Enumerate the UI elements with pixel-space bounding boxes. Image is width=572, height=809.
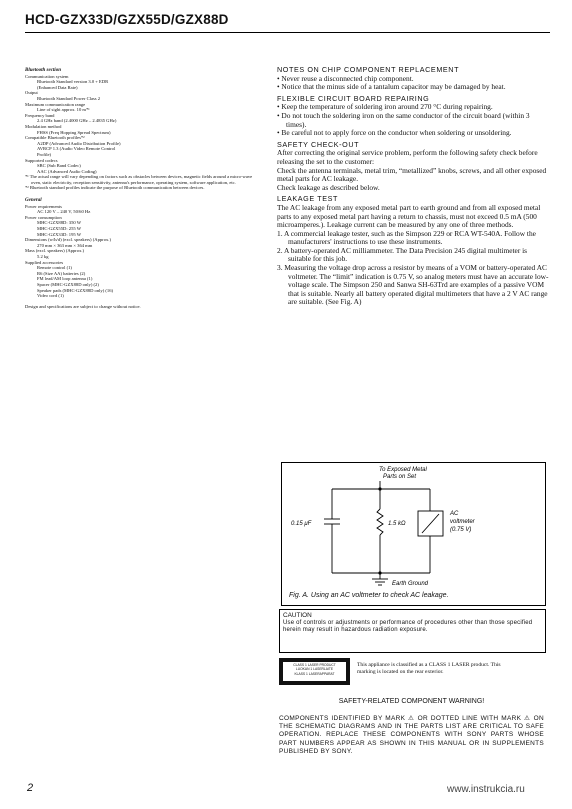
safety-warning-body: COMPONENTS IDENTIFIED BY MARK ⚠ OR DOTTED LINE WITH MARK ⚠ ON THE SCHEMATIC DIAGRAMS AND IN THE PARTS LIST ARE CRITICAL TO SAFE OPERATION. REPLACE THESE COMPONENTS WITH SONY PARTS WHOSE PART NUMBERS APPEAR AS SHOWN IN THIS MANUAL OR IN SUPPLEMENTS PUBLISHED BY SONY. xyxy=(279,715,544,755)
capacitor-label: 0.15 μF xyxy=(291,521,312,527)
notes-chip-title: NOTES ON CHIP COMPONENT REPLACEMENT xyxy=(277,65,460,74)
spec-value: Bluetooth Standard version 3.0 + EDR xyxy=(37,79,109,85)
paragraph: Check leakage as described below. xyxy=(277,182,380,192)
bullet-item: • Keep the temperature of soldering iron around 270 °C during repairing. xyxy=(277,102,493,112)
spec-value: Speaker pads (MHC-GZX88D only) (16) xyxy=(37,287,114,293)
spec-label: Mass (excl. speakers) (Approx.) xyxy=(25,248,85,254)
safety-checkout-title: SAFETY CHECK-OUT xyxy=(277,139,360,149)
laser-class-text: This appliance is classified as a CLASS 1 LASER product. This marking is located on the rear exterior. xyxy=(357,662,501,676)
figure-top-label: To Exposed Metal xyxy=(379,467,427,473)
spec-label: Compatible Bluetooth profiles*² xyxy=(25,135,85,141)
header-rule xyxy=(25,32,550,33)
spec-label: Power requirements xyxy=(25,203,62,209)
general-section-title: General xyxy=(25,198,42,204)
numbered-item: 2. A battery-operated AC milliammeter. The Data Precision 245 digital multimeter is suitable for this job. xyxy=(277,245,528,264)
watermark: www.instrukcia.ru xyxy=(447,784,525,795)
meter-label: AC xyxy=(450,511,459,517)
spec-value: AAC (Advanced Audio Coding) xyxy=(37,168,97,174)
ground-label: Earth Ground xyxy=(392,581,429,587)
spec-value: Video cord (1) xyxy=(37,293,64,299)
spec-value: Remote control (1) xyxy=(37,265,72,271)
numbered-item: 1. A commercial leakage tester, such as the Simpson 229 or RCA WT-540A. Follow the manufacturers' instructions to use these instruments. xyxy=(277,228,536,247)
spec-value: Line of sight approx. 10 m*¹ xyxy=(37,107,90,113)
laser-label-line: CLASS 1 LASER PRODUCT xyxy=(293,663,336,667)
footnote: *¹ The actual range will vary depending on factors such as obstacles between devices, magnetic fields around a micro-wave oven, static electricity, reception sensitivity, antenna's performance, operating system, software application, etc. xyxy=(25,174,253,185)
leakage-test-title: LEAKAGE TEST xyxy=(277,194,338,204)
spec-value: (Enhanced Data Rate) xyxy=(37,84,78,90)
bullet-item: • Do not touch the soldering iron on the same conductor of the circuit board (within 3 times). xyxy=(277,110,530,129)
caution-box xyxy=(279,609,546,653)
spec-label: Communication system xyxy=(25,73,69,79)
caution-text: Use of controls or adjustments or performance of procedures other than those specified herein may result in hazardous radiation exposure. xyxy=(283,619,533,634)
numbered-item: 3. Measuring the voltage drop across a resistor by means of a VOM or battery-operated AC voltmeter. The “limit” indication is 0.75 V, so analog meters must have an accurate low-voltage scale. The Simpson 250 and Sanwa SH-63Trd are examples of a passive VOM that is suitable. Nearly all battery operated digital multimeters that have a 2 V AC range are suitable. (See Fig. A) xyxy=(277,263,549,307)
service-notes-column xyxy=(277,66,549,307)
spec-value: MHC-GZX33D: 195 W xyxy=(37,231,82,237)
meter-label: voltmeter xyxy=(450,519,475,525)
spec-value: MHC-GZX88D: 350 W xyxy=(37,220,82,226)
spec-label: Dimensions (w/h/d) (excl. speakers) (Approx.) xyxy=(25,237,111,243)
junction-dot xyxy=(378,487,381,490)
design-note: Design and specifications are subject to change without notice. xyxy=(25,303,141,309)
laser-label-panel xyxy=(283,662,346,681)
spec-value: AVRCP 1.3 (Audio Video Remote Control xyxy=(37,146,116,152)
spec-value: 270 mm × 363 mm × 364 mm xyxy=(37,242,93,248)
spec-value: SBC (Sub Band Codec) xyxy=(37,163,81,169)
laser-label-line: LUOKAN 1 LASERLAITE xyxy=(295,667,334,672)
spec-value: MHC-GZX55D: 255 W xyxy=(37,226,82,232)
page-number: 2 xyxy=(27,782,34,794)
spec-value: Bluetooth Standard Power Class 2 xyxy=(37,95,101,101)
spec-value: AC 120 V – 240 V, 50/60 Hz xyxy=(37,209,91,215)
document-title: HCD-GZX33D/GZX55D/GZX88D xyxy=(25,12,229,27)
safety-warning-title: SAFETY-RELATED COMPONENT WARNING! xyxy=(338,698,485,705)
meter-label: (0.75 V) xyxy=(450,527,472,533)
caution-title: CAUTION xyxy=(283,612,312,619)
paragraph: The AC leakage from any exposed metal part to earth ground and from all exposed metal parts to any exposed metal part having a return to chassis, must not exceed 0.5 mA (500 microamperes.). Leakage current can be measured by any one of three methods. xyxy=(277,202,541,230)
paragraph: Check the antenna terminals, metal trim, “metallized” knobs, screws, and all other exposed metal parts for AC leakage. xyxy=(277,165,547,184)
spec-label: Maximum communication range xyxy=(25,101,86,107)
specifications-column xyxy=(25,66,253,309)
spec-label: Supported codecs xyxy=(25,157,58,163)
bullet-item: • Be careful not to apply force on the conductor when soldering or unsoldering. xyxy=(277,128,512,138)
figure-a-box xyxy=(281,462,546,606)
leakage-circuit-diagram xyxy=(282,463,545,605)
spec-value: Spacer (MHC-GZX88D only) (2) xyxy=(37,281,99,287)
laser-label-line: KLASS 1 LASERAPPARAT xyxy=(294,671,335,676)
footnote: *² Bluetooth standard profiles indicate the purpose of Bluetooth communication between devices. xyxy=(25,185,205,191)
spec-label: Supplied accessories xyxy=(25,259,64,265)
spec-value: A2DP (Advanced Audio Distribution Profile) xyxy=(37,140,121,146)
spec-label: Frequency band xyxy=(25,112,55,118)
spec-label: Output xyxy=(25,90,38,96)
bullet-item: • Never reuse a disconnected chip component. xyxy=(277,73,414,83)
paragraph: After correcting the original service problem, perform the following safety check before releasing the set to the customer: xyxy=(277,148,538,166)
spec-label: Modulation method xyxy=(25,123,62,129)
laser-class-label xyxy=(279,658,350,685)
figure-caption: Fig. A. Using an AC voltmeter to check AC leakage. xyxy=(289,592,449,599)
spec-value: 2.4 GHz band (2.4000 GHz – 2.4835 GHz) xyxy=(37,118,117,124)
spec-value: FM lead/AM loop antenna (1) xyxy=(37,276,93,282)
meter-needle xyxy=(422,514,439,533)
spec-label: Power consumption xyxy=(25,214,62,220)
spec-value: 5.2 kg xyxy=(37,254,49,259)
spec-value: Profile) xyxy=(37,151,52,157)
junction-dot xyxy=(378,571,381,574)
spec-value: FHSS (Freq Hopping Spread Spectrum) xyxy=(37,129,111,135)
resistor-label: 1.5 kΩ xyxy=(388,521,406,527)
resistor-symbol xyxy=(377,509,383,535)
spec-value: R6 (Size AA) batteries (2) xyxy=(37,270,86,276)
figure-top-label: Parts on Set xyxy=(383,474,417,480)
flex-board-title: FLEXIBLE CIRCUIT BOARD REPAIRING xyxy=(277,93,430,103)
bullet-item: • Notice that the minus side of a tantalum capacitor may be damaged by heat. xyxy=(277,82,506,92)
bluetooth-section-title: Bluetooth section xyxy=(25,68,61,73)
